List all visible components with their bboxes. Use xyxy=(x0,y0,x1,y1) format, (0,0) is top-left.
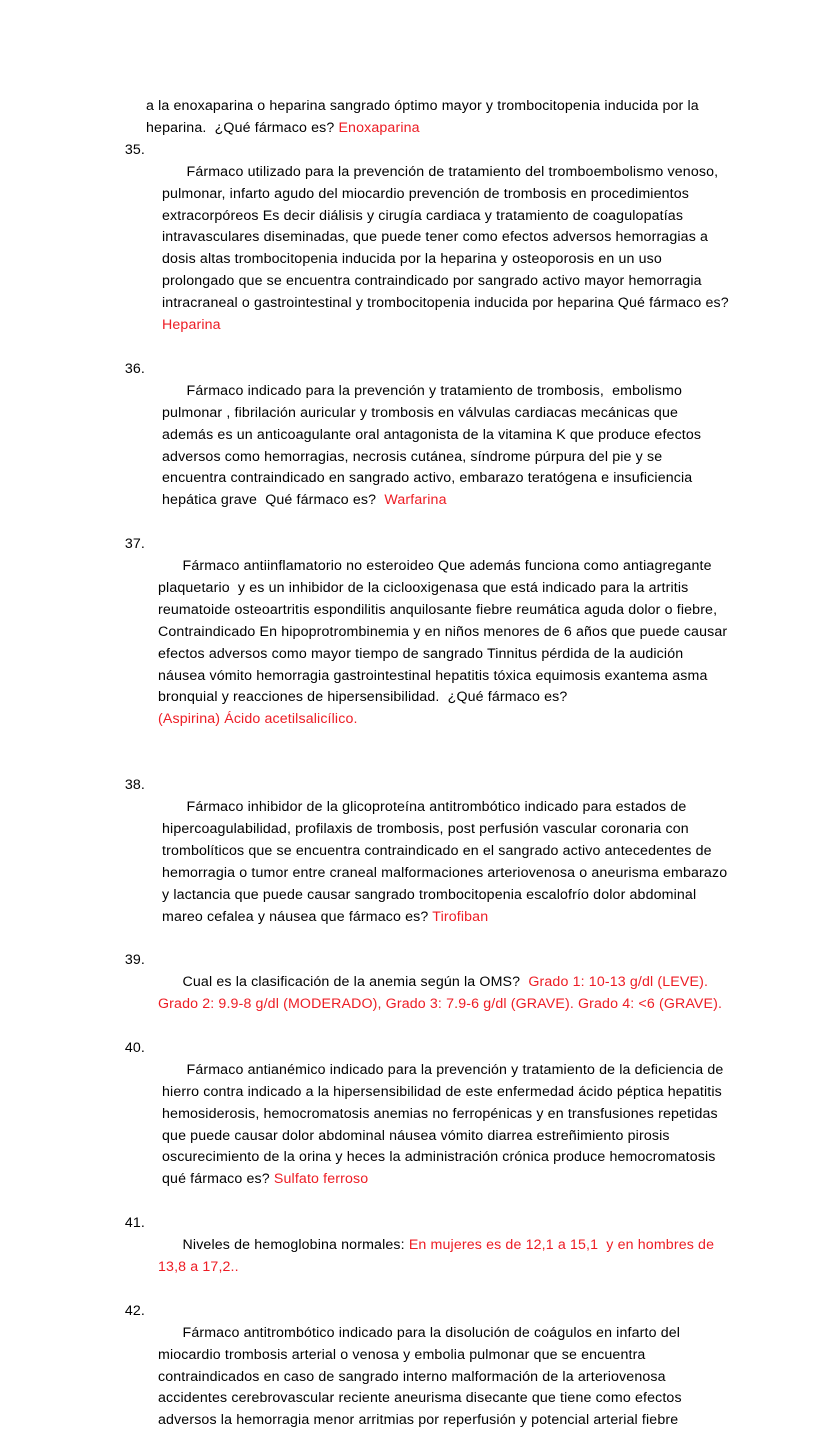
item-question-text: Fármaco utilizado para la prevención de tratamiento del tromboembolismo venoso, pulmonar, infarto agudo del miocardio prevención de trombosis en procedimientos extracorpóreos Es decir diálisis y cirugía cardiaca y tratamiento de coagulopatías intravasculares diseminadas, que puede tener como efectos adversos hemorragias a dosis altas trombocitopenia inducida por la heparina y osteoporosis en un uso prolongado que se encuentra contraindicado por sangrado activo mayor hemorragia intracraneal o gastrointestinal y trombocitopenia inducida por heparina Qué fármaco es? xyxy=(162,163,733,312)
item-answer-text: (Aspirina) Ácido acetilsalicílico. xyxy=(158,711,358,728)
document-body xyxy=(118,96,733,1454)
item-number: 36. xyxy=(124,360,145,377)
continuation-question-text: a la enoxaparina o heparina sangrado óptimo mayor y trombocitopenia inducida por la heparina. ¿Qué fármaco es? xyxy=(146,98,703,136)
item-answer-text: Sulfato ferroso xyxy=(273,1171,369,1188)
item-answer-text: En mujeres es de 12,1 a 15,1 y en hombres de 13,8 a 17,2.. xyxy=(158,1237,719,1276)
paragraph-spacer xyxy=(118,753,730,775)
continuation-paragraph xyxy=(118,96,730,140)
list-item xyxy=(118,140,733,359)
item-number: 42. xyxy=(124,1302,145,1319)
item-number: 38. xyxy=(124,777,145,794)
item-question-text: Fármaco antitrombótico indicado para la disolución de coágulos en infarto del miocardio trombosis arterial o venosa y embolia pulmonar que se encuentra contraindicados en caso de sangrado interno malformación de la arteriovenosa accidentes cerebrovascular reciente aneurisma disecante que tiene como efectos adversos la hemorragia menor arritmias por reperfusión y potencial arterial fiebre xyxy=(158,1324,686,1429)
item-number: 37. xyxy=(124,536,145,553)
item-answer-text: Heparina xyxy=(162,317,221,334)
item-number: 41. xyxy=(124,1215,145,1232)
item-question-text: Fármaco antianémico indicado para la prevención y tratamiento de la deficiencia de hierro contra indicado a la hipersensibilidad de este enfermedad ácido péptica hepatitis hemosiderosis, hemocromatosis anemias no ferropénicas y en transfusiones repetidas que puede causar dolor abdominal náusea vómito diarrea estreñimiento pirosis oscurecimiento de la orina y heces la administración crónica produce hemocromatosis qué fármaco es? xyxy=(162,1061,728,1188)
item-question-text: Fármaco antiinflamatorio no esteroideo Que además funciona como antiagregante plaquetario y es un inhibidor de la ciclooxigenasa que está indicado para la artritis reumatoide osteoartritis espondilitis anquilosante fiebre reumática aguda dolor o fiebre, Contraindicado En hipoprotrombinemia y en niños menores de 6 años que puede causar efectos adversos como mayor tiempo de sangrado Tinnitus pérdida de la audición náusea vómito hemorragia gastrointestinal hepatitis tóxica equimosis exantema asma bronquial y reacciones de hipersensibilidad. ¿Qué fármaco es? xyxy=(158,558,732,706)
continuation-answer-text: Enoxaparina xyxy=(338,119,420,136)
item-question-text: Niveles de hemoglobina normales: xyxy=(182,1237,409,1254)
item-answer-text: Grado 1: 10-13 g/dl (LEVE). Grado 2: 9.9-8 g/dl (MODERADO), Grado 3: 7.9-6 g/dl (GRAVE). Grado 4: <6 (GRAVE). xyxy=(158,974,723,1013)
item-number: 35. xyxy=(124,141,145,158)
list-item xyxy=(118,534,730,753)
item-question-text: Cual es la clasificación de la anemia según la OMS? xyxy=(182,974,529,991)
list-item xyxy=(118,1038,730,1213)
item-question-text: Fármaco inhibidor de la glicoproteína antitrombótico indicado para estados de hipercoagulabilidad, profilaxis de trombosis, post perfusión vascular coronaria con trombolíticos que se encuentra contraindicado en el sangrado activo antecedentes de hemorragia o tumor entre craneal malformaciones arteriovenosa o aneurisma embarazo y lactancia que puede causar sangrado trombocitopenia escalofrío dolor abdominal mareo cefalea y náusea que fármaco es? xyxy=(162,798,732,925)
list-item xyxy=(118,1301,730,1454)
item-number: 39. xyxy=(124,952,145,969)
item-answer-text: Tirofiban xyxy=(432,908,489,925)
item-question-text: Fármaco indicado para la prevención y tratamiento de trombosis, embolismo pulmonar , fibrilación auricular y trombosis en válvulas cardiacas mecánicas que además es un anticoagulante oral antagonista de la vitamina K que produce efectos adversos como hemorragias, necrosis cutánea, síndrome púrpura del pie y se encuentra contraindicado en sangrado activo, embarazo teratógena e insuficiencia hepática grave Qué fármaco es? xyxy=(162,382,706,509)
list-item xyxy=(118,359,730,534)
item-number: 40. xyxy=(124,1039,145,1056)
list-item xyxy=(118,775,730,950)
list-item xyxy=(118,950,730,1038)
list-item xyxy=(118,1213,730,1301)
item-answer-text: Warfarina xyxy=(384,492,447,509)
